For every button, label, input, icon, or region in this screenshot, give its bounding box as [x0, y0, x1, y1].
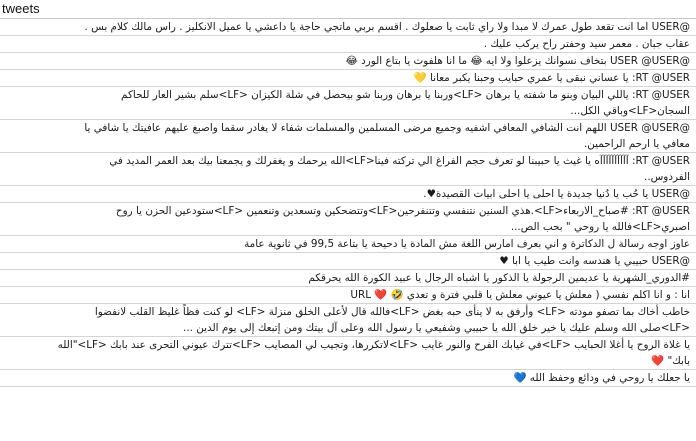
tweet-cell[interactable]	[0, 53, 696, 70]
tweet-cell[interactable]	[0, 370, 696, 387]
tweet-text-line: يا غلاة الروح يا أغلا الحبايب <LF>في غيابك الفرح والنور غايب <LF>لاتكررها، وتجيب لي المصايب <LF>تترك عيوني التحرى عند بابك <LF>"الله	[57, 339, 690, 351]
tweet-text-line: يا جعلك يا روحي في ودائع وحفظ الله 💙	[513, 372, 690, 384]
tweet-cell[interactable]	[0, 253, 696, 270]
tweet-cell[interactable]	[0, 36, 696, 53]
tweet-text-line: <LF>صلى الله وسلم عليك يا خير خلق الله يا حبيبي وشفيعي يا رسول الله وعلى آل بيتك ومن إتبعك إلى يوم الدين ...	[183, 322, 690, 334]
tweet-cell[interactable]	[0, 70, 696, 87]
tweet-text-line: @USER حبيبي يا هندسه وانت طيب يا ابا ♥	[499, 255, 690, 267]
tweet-text-line: RT @USER: آآآآآآآآآآه يا غيث يا حبيبنا لو تعرف حجم الفراغ الي تركته فينا<LF>الله يرحمك و يغفرلك و يجمعنا بيك بعد العمر المديد في	[109, 155, 690, 167]
tweet-text-line: @USER اما انت تقعد طول عمرك لا مبدا ولا راي ثابت يا صعلوك . اقسم بربي ماتجي حاجة يا داعشي يا عميل الانكليز . راس مالك كلام بس .	[84, 21, 690, 33]
tweet-text-line: @USER يا حُب يا دُنيا جديدة يا احلى يا احلى ابيات القصيدة♥.	[423, 188, 690, 200]
tweet-text-line: انا : و انا اكلم نفسي ( معلش يا عيوني معلش يا قلبي فترة و تعدي 🤣 ❤️ URL	[350, 289, 690, 301]
column-header-tweets[interactable]: tweets	[0, 0, 696, 19]
tweet-text-line: السجان<LF>وباقي الكل...	[570, 105, 690, 117]
tweet-cell[interactable]	[0, 120, 696, 153]
tweet-text-line: @USER @USER بتخاف نسوانك يزعلوا ولا ايه 😂 ما انا هلفوت يا بتاع الورد 😂	[345, 55, 690, 67]
tweet-text-line: RT @USER: ياللي البيان وبنو ما شفته يا برهان <LF>وربنا يا برهان وربنا شو بيحصل في شلة الكيزان <LF>سلم بشير العار للحاكم	[121, 89, 690, 101]
tweet-cell[interactable]	[0, 153, 696, 186]
tweet-text-line: اصبري<LF>فالله يا روحي " بحب الص...	[510, 221, 690, 233]
tweet-text-line: عاوز اوجه رسالة ل الدكاترة و اني بعرف امارس اللغة مش المادة يا دحيحة يا بتاعة 99,5 في ثانوية عامة	[244, 238, 690, 250]
tweet-text-line: عقاب جبان . معمر سيد وحفتر راح يركب عليك .	[483, 38, 690, 50]
tweet-cell[interactable]	[0, 203, 696, 236]
tweet-text-line: الفردوس..	[644, 171, 690, 183]
tweet-text-line: #الدوري_الشهرية يا عديمين الرجولة يا الذكور يا اشباه الرجال يا عبيد الكورة الله يحرقكم	[308, 272, 690, 284]
tweet-cell[interactable]	[0, 236, 696, 253]
tweet-text-line: RT @USER: يا عساني نبقى يا عمري حبايب وحبنا يكبر معانا 💛	[413, 72, 690, 84]
tweet-text-line: @USER @USER اللهم انت الشافي المعافي اشفيه وجميع مرضى المسلمين والمسلمات شفاء لا يغادر سقما واصبغ عليهم عافيتك يا شافي يا	[84, 122, 690, 134]
tweet-cell[interactable]	[0, 87, 696, 120]
tweet-cell[interactable]	[0, 19, 696, 36]
tweet-text-line: خاطب أخاك بما تصفو مودته <LF> وأرفق به لا ينأى حبه بغض <LF>فالله قال لأعلى الخلق منزلة <LF> لو كنت فظاً غليظ القلب لانفضوا	[94, 306, 690, 318]
tweet-cell[interactable]	[0, 287, 696, 304]
tweet-rows	[0, 19, 696, 387]
tweet-text-line: بابك" ❤️	[651, 355, 690, 367]
tweet-cell[interactable]	[0, 337, 696, 370]
tweet-cell[interactable]	[0, 186, 696, 203]
tweet-cell[interactable]	[0, 304, 696, 337]
tweet-text-line: RT @USER: #صباح_الاربعاء<LF>.هذي السنين نتنفسي وتتنفرحين<LF>وتتضحكين وتسعدين وتنعمين <LF>ستودعين الحزن يا روح	[115, 205, 690, 217]
tweet-text-line: معافي يا ارحم الراحمين.	[583, 138, 690, 150]
tweet-cell[interactable]	[0, 270, 696, 287]
